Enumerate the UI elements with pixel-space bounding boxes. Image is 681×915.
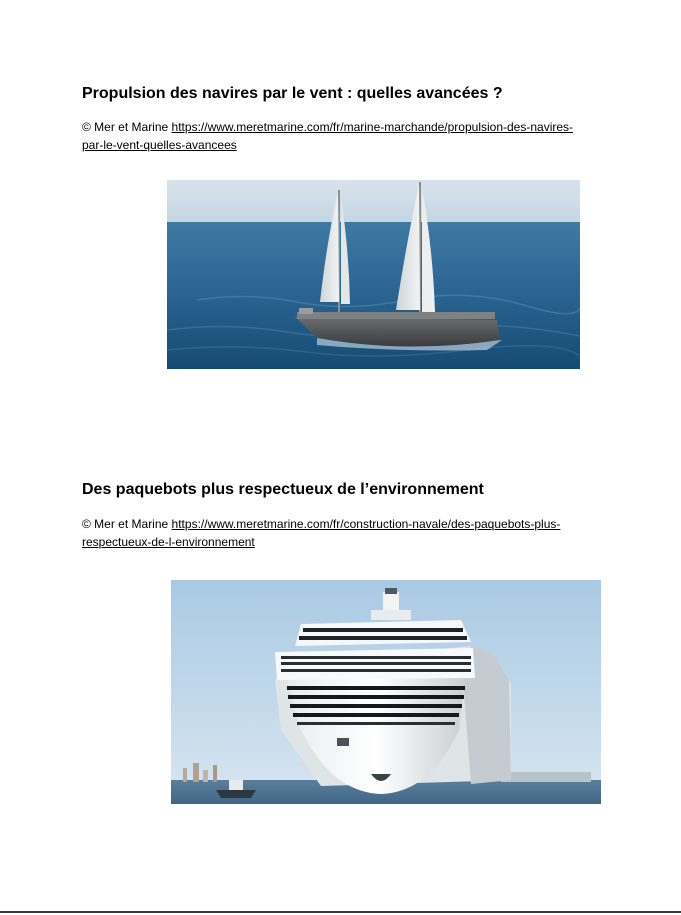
article-1-credit: © Mer et Marine xyxy=(82,120,169,134)
cruise-ship-photo xyxy=(171,580,601,804)
article-1-source xyxy=(82,118,592,154)
article-1-link[interactable]: https://www.meretmarine.com/fr/marine-marchande/propulsion-des-navires-par-le-vent-quelles-avancees xyxy=(82,120,574,152)
article-2-credit: © Mer et Marine xyxy=(82,517,169,531)
page-bottom-rule xyxy=(0,911,681,913)
article-2-title: Des paquebots plus respectueux de l’environnement xyxy=(82,481,484,498)
article-2-link[interactable]: https://www.meretmarine.com/fr/construction-navale/des-paquebots-plus-respectueux-de-l-environnement xyxy=(82,517,561,549)
article-1-title: Propulsion des navires par le vent : quelles avancées ? xyxy=(82,85,503,102)
article-2-source xyxy=(82,515,592,551)
sailing-cargo-ship-photo xyxy=(167,180,580,369)
